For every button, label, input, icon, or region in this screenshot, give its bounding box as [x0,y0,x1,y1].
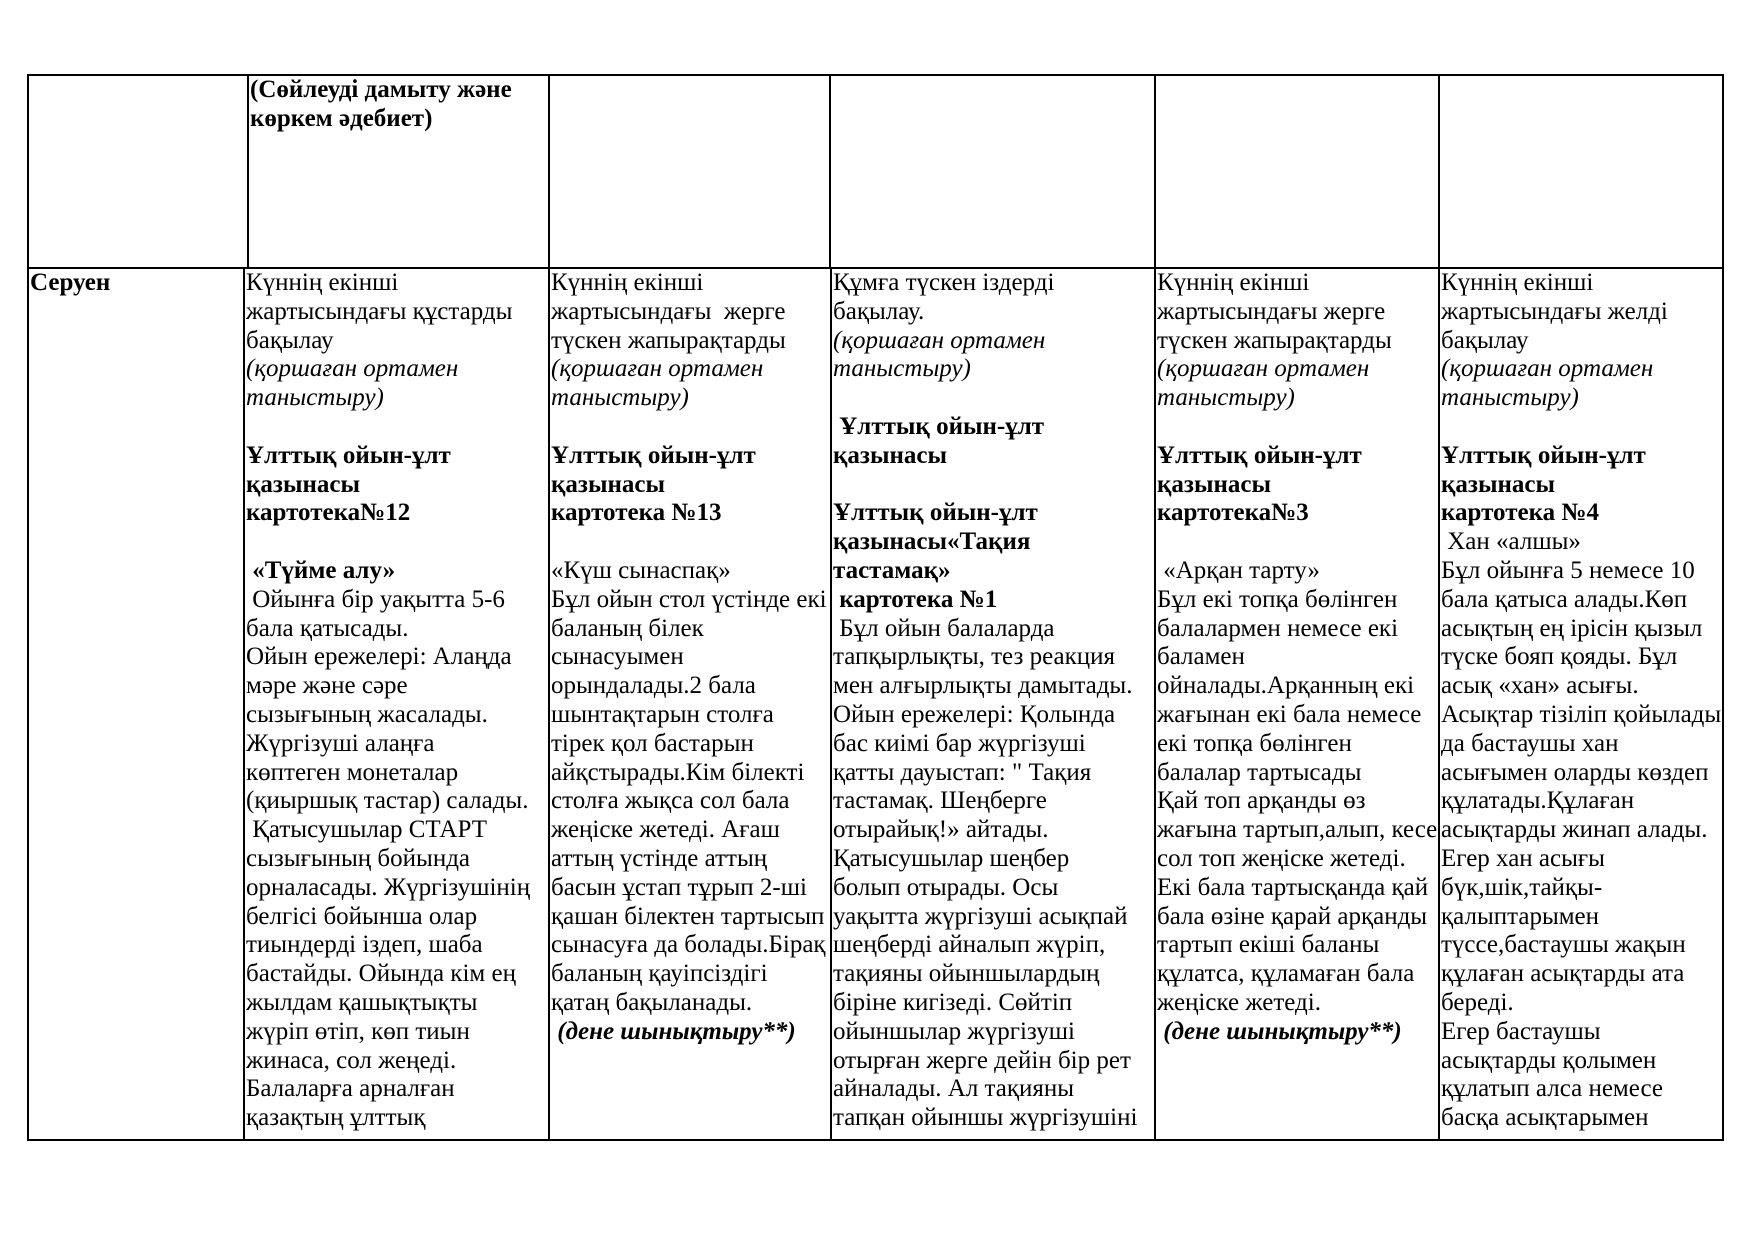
walk-col1-cell [243,267,550,1141]
cell-text-line [833,384,1154,413]
cell-text-line: орналасады. Жүргізушінің [246,873,531,901]
cell-text-line: Бұл ойын балаларда [833,614,1055,642]
cell-text-line: қатаң бақыланады. [551,988,753,1016]
cell-text-line: қатты дауыстап: " Тақия [833,758,1092,786]
cell-text-line: Бұл ойын стол үстінде екі [551,585,827,613]
cell-text-line: Күннің екінші [1157,269,1310,296]
cell-text-line: жартысындағы желді [1441,297,1668,325]
cell-text-line: отырған жерге дейін бір рет [833,1046,1131,1074]
cell-text-line [246,528,548,557]
cell-text-line: мәре және сәре [246,672,408,700]
cell-text-line: бақылау [1441,326,1529,354]
cell-text-line: «Арқан тарту» [1157,556,1320,584]
cell-text-line: жеңіске жетеді. [1157,988,1321,1016]
cell-text-line: Егер хан асығы [1441,844,1605,872]
cell-text-line [1441,413,1722,442]
cell-text-line: тартып екіші баланы [1157,931,1380,959]
cell-text-line: тиындерді іздеп, шаба [246,931,483,959]
header-col4-cell [1154,74,1440,269]
cell-text-line: Ұлттық ойын-ұлт [1441,441,1646,469]
walk-col4-cell [1154,267,1440,1141]
cell-text-line: сызығының жасалады. [246,700,488,728]
cell-text-line: Ұлттық ойын-ұлт [1157,441,1362,469]
cell-text-line: Егер бастаушы [1441,1017,1601,1045]
cell-text-line: жағынан екі бала немесе [1157,700,1422,728]
cell-text-line: жылдам қашықтықты [246,988,478,1016]
cell-text-line: таныстыру) [246,384,384,412]
cell-text-line: таныстыру) [833,355,971,383]
cell-text-line: картотека №4 [1441,499,1599,527]
cell-text-line: асықтарды қолымен [1441,1046,1657,1074]
cell-text-line: Бұл екі топқа бөлінген [1157,585,1398,613]
cell-text-line: жеңіске жетеді. Ағаш [551,816,780,844]
cell-text-line: қазынасы [1441,470,1555,498]
cell-text-line: көптеген монеталар [246,758,459,786]
cell-text-line: жартысындағы жерге [1157,297,1386,325]
cell-text-line: Ұлттық ойын-ұлт [246,441,451,469]
cell-text-line: Хан «алшы» [1441,528,1581,556]
cell-text-line: ойналады.Арқанның екі [1157,672,1415,700]
cell-text-line: бала өзіне қарай арқанды [1157,902,1428,930]
walk-label-cell [27,267,245,1141]
cell-text-line: «Түйме алу» [246,556,396,584]
cell-text-line: қазынасы [833,441,947,469]
cell-text-line: қазақтың ұлттық [246,1104,426,1132]
cell-text-line: бастайды. Ойында кім ең [246,960,516,988]
cell-text-line: таныстыру) [1441,384,1579,412]
cell-text-line: қашан білектен тартысып [551,902,825,930]
cell-text-line: картотека№12 [246,499,411,527]
cell-text-line: айналады. Ал тақияны [833,1075,1075,1103]
cell-text-line: Күннің екінші [1441,269,1594,296]
cell-text-line: асығымен оларды көздеп [1441,758,1709,786]
section-speech-literature-cell [247,74,550,269]
cell-text-line: Асықтар тізіліп қойылады [1441,700,1722,728]
cell-text-line: құлатса, құламаған бала [1157,960,1415,988]
cell-text-line: жартысындағы жерге [551,297,786,325]
cell-text-line: орындалады.2 бала [551,672,756,700]
cell-text-line: сызығының бойында [246,844,471,872]
cell-text-line: тастамақ. Шеңберге [833,787,1047,815]
cell-text-line: (дене шынықтыру**) [551,1017,796,1045]
cell-text-line: Қай топ арқанды өз [1157,787,1366,815]
cell-text-line: түске бояп қояды. Бұл [1441,643,1678,671]
header-empty-cell [27,74,249,269]
cell-text-line: жинаса, сол жеңеді. [246,1046,457,1074]
cell-text-line: сынасуымен [551,643,684,671]
cell-text-line: Серуен [30,269,111,296]
cell-text-line: қазынасы [551,470,665,498]
cell-text-line: түскен жапырақтарды [1157,326,1392,354]
cell-text-line: Жүргізуші алаңға [246,729,435,757]
cell-text-line: картотека №13 [551,499,722,527]
cell-text-line: таныстыру) [1157,384,1295,412]
cell-text-line: Күннің екінші [246,269,399,296]
cell-text-line: балалар тартысады [1157,758,1362,786]
cell-text-line: Ойынға бір уақытта 5-6 [246,585,505,613]
walk-col2-cell [548,267,832,1141]
cell-text-line: тапқырлықты, тез реакция [833,643,1115,671]
cell-text-line: бүк,шік,тайқы- [1441,873,1603,901]
cell-text-line: асық «хан» асығы. [1441,672,1639,700]
cell-text-line: бас киімі бар жүргізуші [833,729,1086,757]
cell-text-line: екі топқа бөлінген [1157,729,1352,757]
cell-text-line: (қоршаған ортамен [1157,355,1370,383]
cell-text-line: аттың үстінде аттың [551,844,768,872]
cell-text-line: уақытта жүргізуші асықпай [833,902,1128,930]
cell-text-line: баламен [1157,643,1245,671]
cell-text-line: белгісі бойынша олар [246,902,478,930]
cell-text-line: картотека №1 [833,585,998,613]
header-col5-cell [1438,74,1724,269]
cell-text-line: Ойын ережелері: Қолында [833,700,1116,728]
cell-text-line: Бұл ойынға 5 немесе 10 [1441,556,1695,584]
cell-text-line: столға жықса сол бала [551,787,790,815]
cell-text-line [1157,528,1438,557]
cell-text-line: Күннің екінші [551,269,704,296]
cell-text-line: сол топ жеңіске жетеді. [1157,844,1406,872]
cell-text-line: (қоршаған ортамен [1441,355,1654,383]
cell-text-line: қазынасы«Тақия [833,528,1031,556]
cell-text-line: асықтарды жинап алады. [1441,816,1708,844]
cell-text-line: Қатысушылар СТАРТ [246,816,487,844]
cell-text-line: (қоршаған ортамен [246,355,459,383]
walk-col3-cell [830,267,1156,1141]
cell-text-line: тірек қол бастарын [551,729,754,757]
cell-text-line: картотека№3 [1157,499,1309,527]
cell-text-line: бақылау. [833,297,925,325]
cell-text-line: түссе,бастаушы жақын [1441,931,1686,959]
cell-text-line: бақылау [246,326,334,354]
cell-text-line: таныстыру) [551,384,689,412]
cell-text-line: қалыптарымен [1441,902,1600,930]
cell-text-line: да бастаушы хан [1441,729,1619,757]
cell-text-line: Ұлттық ойын-ұлт [833,412,1045,440]
cell-text-line: баланың қауіпсіздігі [551,960,768,988]
cell-text-line: «Күш сынаспақ» [551,556,731,584]
cell-text-line: шынтақтарын столға [551,700,774,728]
cell-text-line: шеңберді айналып жүріп, [833,931,1106,959]
cell-text-line: құлатып алса немесе [1441,1075,1663,1103]
cell-text-line: тастамақ» [833,556,951,584]
cell-text-line: Екі бала тартысқанда қай [1157,873,1429,901]
cell-text-line: (қоршаған ортамен [833,326,1046,354]
cell-text-line: басқа асықтарымен [1441,1104,1649,1132]
cell-text-line: асықтың ең ірісін қызыл [1441,614,1703,642]
cell-text-line: (дене шынықтыру**) [1157,1017,1402,1045]
cell-text-line: болып отырады. Осы [833,873,1059,901]
cell-text-line [1157,413,1438,442]
cell-text-line: бала қатыса алады.Көп [1441,585,1688,613]
cell-text-line: жартысындағы құстарды [246,297,513,325]
cell-text-line: құлатады.Құлаған [1441,787,1635,815]
header-col3-cell [829,74,1156,269]
cell-text-line: (Сөйлеуді дамыту және [250,76,512,103]
cell-text-line: мен алғырлықты дамытады. [833,672,1133,700]
cell-text-line [551,413,830,442]
cell-text-line: ойыншылар жүргізуші [833,1017,1075,1045]
cell-text-line: балалармен немесе екі [1157,614,1399,642]
cell-text-line: түскен жапырақтарды [551,326,786,354]
cell-text-line: Құмға түскен іздерді [833,269,1055,296]
header-col2-cell [548,74,831,269]
cell-text-line: отырайық!» айтады. [833,816,1049,844]
cell-text-line [246,413,548,442]
cell-text-line: тақияны ойыншылардың [833,960,1100,988]
cell-text-line: тапқан ойыншы жүргізушіні [833,1104,1138,1132]
cell-text-line: Ұлттық ойын-ұлт [551,441,756,469]
cell-text-line [833,471,1154,500]
cell-text-line: бала қатысады. [246,614,409,642]
cell-text-line: жүріп өтіп, көп тиын [246,1017,470,1045]
cell-text-line: сынасуға да болады.Бірақ [551,931,826,959]
cell-text-line: құлаған асықтарды ата [1441,960,1685,988]
cell-text-line: жағына тартып,алып, кесе [1157,816,1438,844]
cell-text-line: баланың білек [551,614,704,642]
cell-text-line: береді. [1441,988,1514,1016]
cell-text-line: Балаларға арналған [246,1075,455,1103]
cell-text-line: басын ұстап тұрып 2-ші [551,873,807,901]
cell-text-line [551,528,830,557]
cell-text-line: көркем әдебиет) [250,104,433,132]
cell-text-line: Қатысушылар шеңбер [833,844,1070,872]
cell-text-line: Ойын ережелері: Алаңда [246,643,512,671]
walk-col5-cell [1438,267,1724,1141]
cell-text-line: біріне кигізеді. Сөйтіп [833,988,1073,1016]
cell-text-line: қазынасы [246,470,360,498]
cell-text-line: айқстырады.Кім білекті [551,758,805,786]
cell-text-line: қазынасы [1157,470,1271,498]
cell-text-line: (қиыршық тастар) салады. [246,787,529,815]
cell-text-line: Ұлттық ойын-ұлт [833,499,1038,527]
cell-text-line: (қоршаған ортамен [551,355,764,383]
